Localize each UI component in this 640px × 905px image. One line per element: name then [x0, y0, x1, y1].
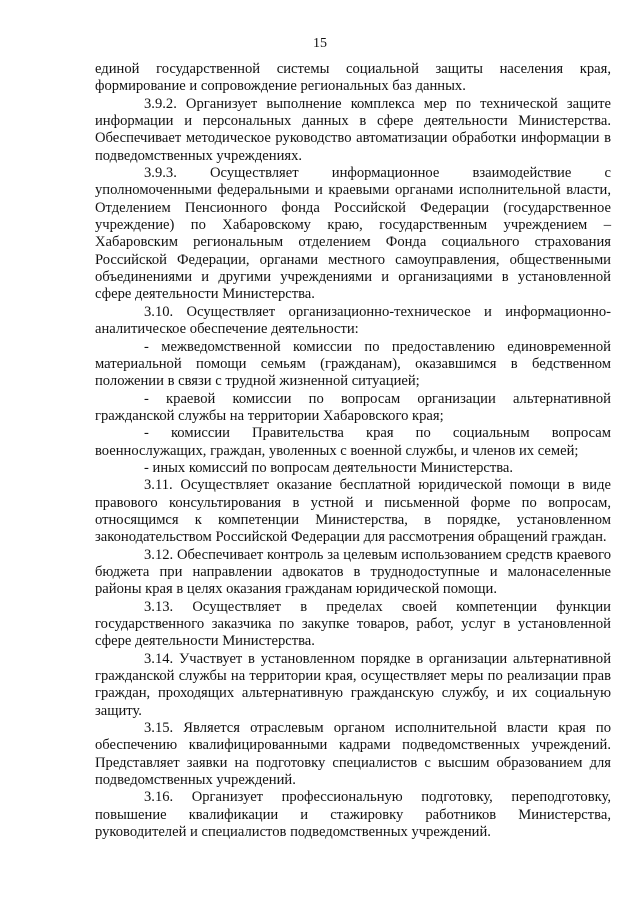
paragraph-3-15: 3.15. Является отраслевым органом исполнительной власти края по обеспечению квалифицированными кадрами подведомственных учреждений. Представляет заявки на подготовку специалистов с высшим образованием для подведомственных учреждений.	[95, 720, 611, 789]
document-body	[95, 61, 611, 841]
paragraph-3-13: 3.13. Осуществляет в пределах своей компетенции функции государственного заказчика по закупке товаров, работ, услуг в установленной сфере деятельности Министерства.	[95, 598, 611, 650]
paragraph-3-9-2: 3.9.2. Организует выполнение комплекса мер по технической защите информации и персональных данных в сфере деятельности Министерства. Обеспечивает методическое руководство автоматизации обработки информации в подведомственных учреждениях.	[95, 95, 611, 164]
paragraph-3-14: 3.14. Участвует в установленном порядке в организации альтернативной гражданской службы на территории края, осуществляет меры по реализации прав граждан, проходящих альтернативную гражданскую службу, и их социальную защиту.	[95, 650, 611, 719]
paragraph-3-12: 3.12. Обеспечивает контроль за целевым использованием средств краевого бюджета при направлении адвокатов в труднодоступные и малонаселенные районы края в целях оказания гражданам юридической помощи.	[95, 546, 611, 598]
paragraph-3-16: 3.16. Организует профессиональную подготовку, переподготовку, повышение квалификации и стажировку работников Министерства, руководителей и специалистов подведомственных учреждений.	[95, 789, 611, 841]
list-item-other-commissions: - иных комиссий по вопросам деятельности Министерства.	[144, 459, 514, 476]
list-item-commission-assistance: - межведомственной комиссии по предоставлению единовременной материальной помощи семьям (гражданам), оказавшимся в бедственном положении в связи с трудной жизненной ситуацией;	[95, 338, 611, 390]
list-item-commission-military: - комиссии Правительства края по социальным вопросам военнослужащих, граждан, уволенных с военной службы, и членов их семей;	[95, 425, 611, 459]
paragraph-3-9-3: 3.9.3. Осуществляет информационное взаимодействие с уполномоченными федеральными и краевыми органами исполнительной власти, Отделением Пенсионного фонда Российской Федерации (государственное учреждение) по Хабаровскому краю, государственным учреждением – Хабаровским региональным отделением Фонда социального страхования Российской Федерации, органами местного самоуправления, общественными объединениями и другими учреждениями и организациями в установленной сфере деятельности Министерства.	[95, 165, 611, 303]
page-number: 15	[313, 36, 327, 51]
paragraph-3-10: 3.10. Осуществляет организационно-техническое и информационно-аналитическое обеспечение деятельности:	[95, 303, 611, 338]
list-item-commission-civil-service: - краевой комиссии по вопросам организации альтернативной гражданской службы на территории Хабаровского края;	[95, 390, 611, 424]
paragraph-continuation: единой государственной системы социальной защиты населения края, формирование и сопровождение региональных баз данных.	[95, 61, 611, 95]
paragraph-3-11: 3.11. Осуществляет оказание бесплатной юридической помощи в виде правового консультирования в устной и письменной форме по вопросам, относящимся к компетенции Министерства, в порядке, установленном законодательством Российской Федерации для рассмотрения обращений граждан.	[95, 477, 611, 546]
